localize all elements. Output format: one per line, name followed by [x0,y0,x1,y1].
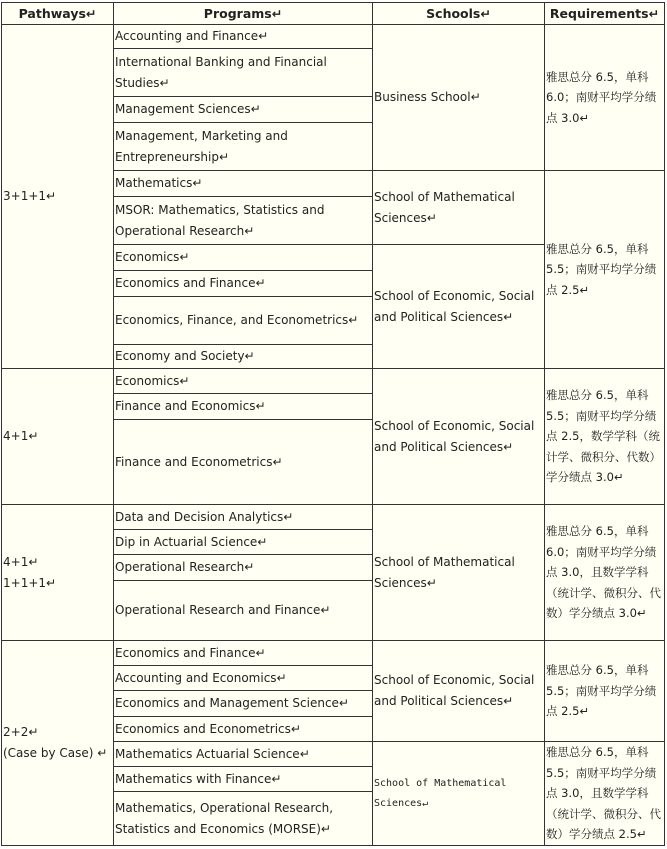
table-row [2,369,665,394]
pathway-cell [2,505,114,641]
program-cell: Mathematics↵ [114,171,373,197]
pathway-cell: 3+1+1↵ [2,25,114,369]
requirement-cell: 雅思总分 6.5，单科 5.5；南财平均学分绩点 3.0，且数学学科（统计学、微积分、代数）学分绩点 2.5↵ [545,742,665,846]
program-cell: Mathematics with Finance↵ [114,767,373,792]
program-cell: Mathematics Actuarial Science↵ [114,742,373,767]
program-cell: Economics, Finance, and Econometrics↵ [114,297,373,345]
program-cell: International Banking and Financial Studies↵ [114,49,373,97]
school-cell: School of Economic, Social and Political Sciences↵ [373,641,545,742]
program-cell: Economics and Econometrics↵ [114,717,373,742]
program-cell: Economics↵ [114,245,373,271]
school-cell: School of Mathematical Sciences↵ [373,505,545,641]
program-cell: Dip in Actuarial Science↵ [114,530,373,555]
program-cell: Mathematics, Operational Research, Statistics and Economics (MORSE)↵ [114,792,373,846]
requirement-cell: 雅思总分 6.5，单科 5.5；南财平均学分绩点 2.5，数学学科（统计学、微积分、代数）学分绩点 3.0↵ [545,369,665,505]
pathway-cell [2,641,114,846]
school-cell: School of Mathematical Sciences↵ [373,171,545,245]
school-cell: Business School↵ [373,25,545,171]
program-cell: Accounting and Finance↵ [114,25,373,49]
program-cell: Finance and Econometrics↵ [114,420,373,505]
pathway-line: (Case by Case) ↵ [3,746,108,760]
program-cell: Finance and Economics↵ [114,394,373,420]
program-cell: Management Sciences↵ [114,97,373,123]
header-row [2,3,665,25]
program-cell: Economy and Society↵ [114,345,373,369]
pathway-line: 4+1↵ [3,554,39,569]
requirement-cell: 雅思总分 6.5，单科 5.5；南财平均学分绩点 2.5↵ [545,171,665,369]
program-cell: Accounting and Economics↵ [114,666,373,691]
school-cell: School of Mathematical Sciences↵ [373,742,545,846]
program-cell: Data and Decision Analytics↵ [114,505,373,530]
program-cell: MSOR: Mathematics, Statistics and Operational Research↵ [114,197,373,245]
program-cell: Economics and Finance↵ [114,271,373,297]
program-cell: Operational Research and Finance↵ [114,581,373,641]
pathways-table [1,2,665,846]
requirement-cell: 雅思总分 6.5，单科 5.5；南财平均学分绩点 2.5↵ [545,641,665,742]
program-cell: Operational Research↵ [114,555,373,581]
header-programs: Programs↵ [114,3,373,25]
requirement-cell: 雅思总分 6.5，单科 6.0；南财平均学分绩点 3.0，且数学学科（统计学、微积分、代数）学分绩点 3.0↵ [545,505,665,641]
program-cell: Management, Marketing and Entrepreneurship↵ [114,123,373,171]
pathway-line: 2+2↵ [3,725,39,739]
header-schools: Schools↵ [373,3,545,25]
table-row [2,25,665,49]
header-pathways: Pathways↵ [2,3,114,25]
program-cell: Economics and Finance↵ [114,641,373,666]
header-requirements: Requirements↵ [545,3,665,25]
table-row [2,505,665,530]
school-cell: School of Economic, Social and Political Sciences↵ [373,245,545,369]
requirement-cell: 雅思总分 6.5，单科 6.0；南财平均学分绩点 3.0↵ [545,25,665,171]
school-cell: School of Economic, Social and Political Sciences↵ [373,369,545,505]
table-row [2,641,665,666]
program-cell: Economics and Management Science↵ [114,691,373,717]
pathway-line: 1+1+1↵ [3,575,57,590]
pathway-cell: 4+1↵ [2,369,114,505]
program-cell: Economics↵ [114,369,373,394]
